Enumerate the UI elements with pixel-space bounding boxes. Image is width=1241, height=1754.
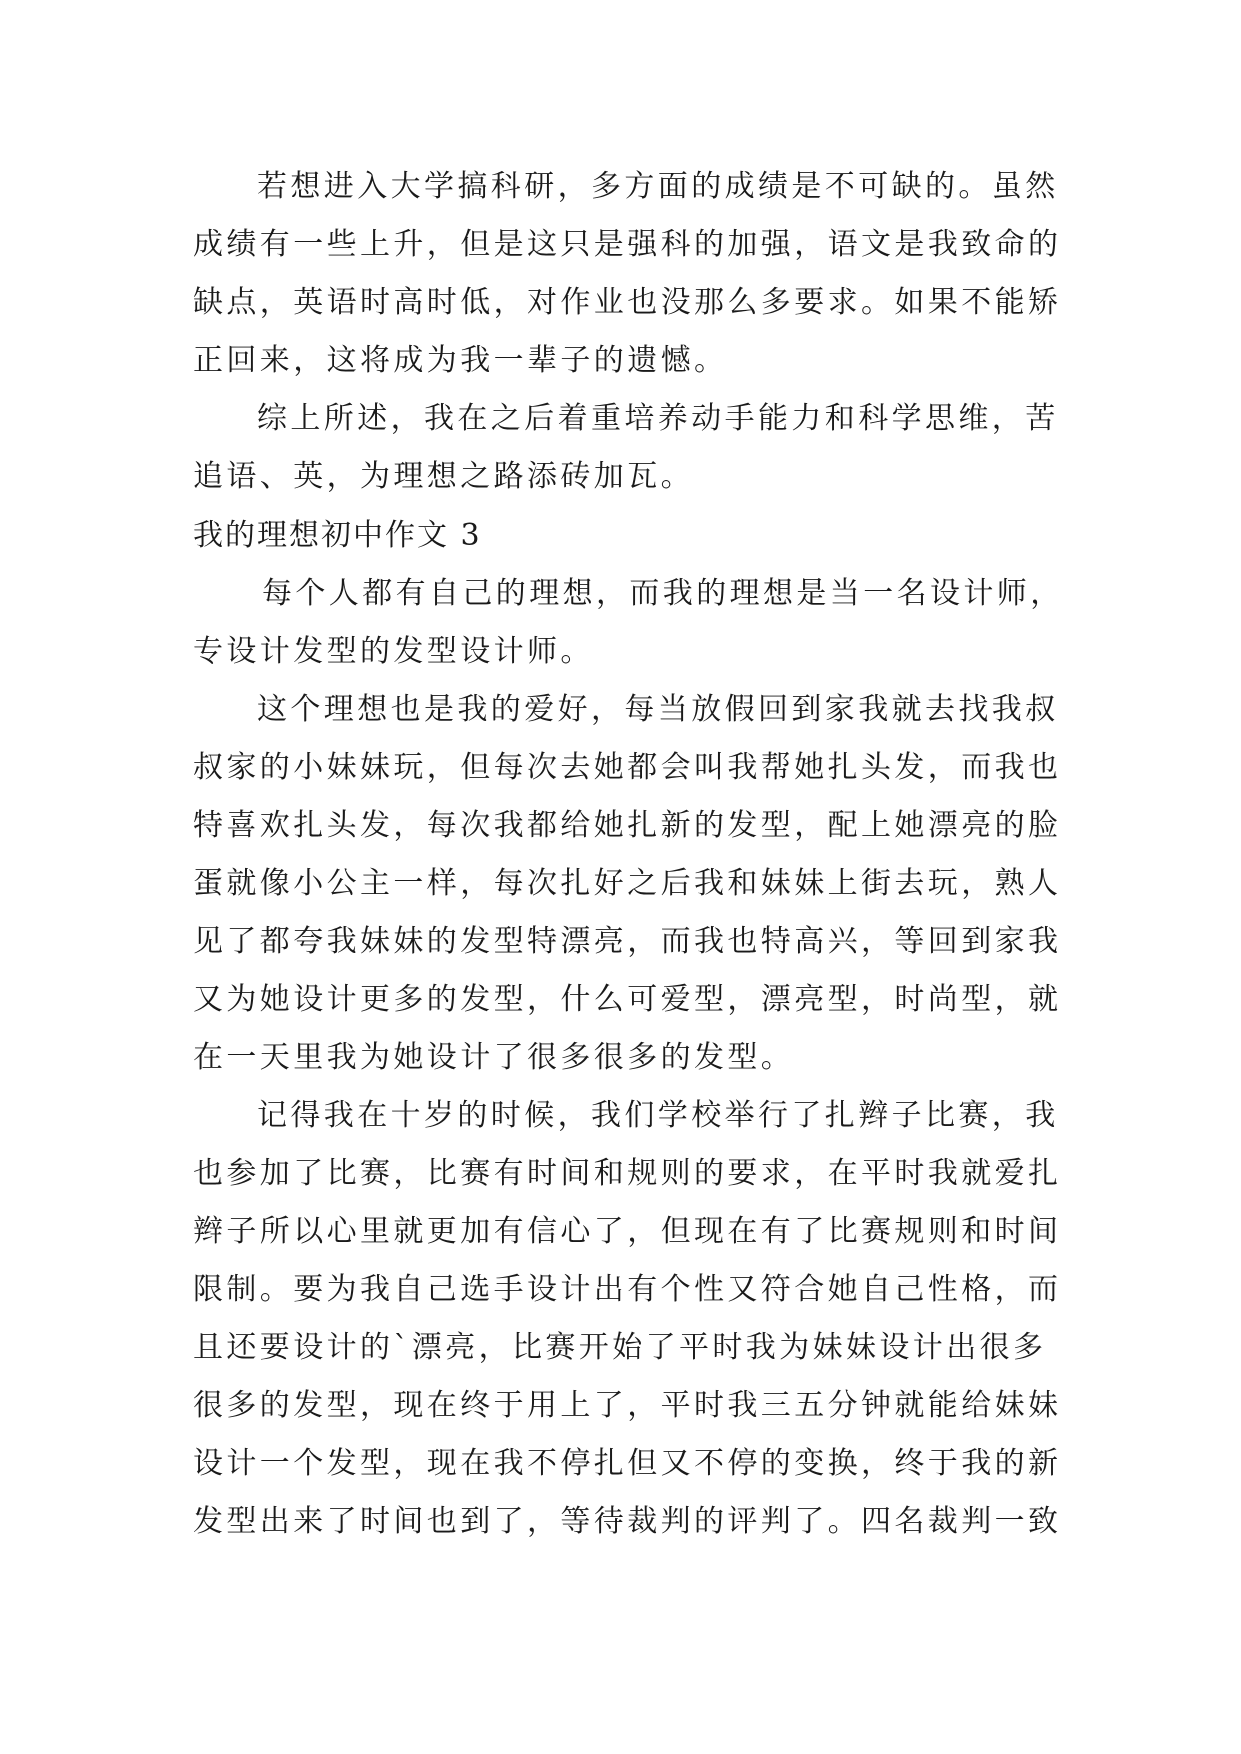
paragraph-line: 综上所述，我在之后着重培养动手能力和科学思维，苦 [257,401,1059,436]
paragraph-line: 很多的发型，现在终于用上了，平时我三五分钟就能给妹妹 [193,1388,1062,1423]
paragraph-line: 设计一个发型，现在我不停扎但又不停的变换，终于我的新 [193,1446,1062,1481]
paragraph-line: 辫子所以心里就更加有信心了，但现在有了比赛规则和时间 [193,1214,1062,1249]
paragraph-line: 记得我在十岁的时候，我们学校举行了扎辫子比赛，我 [257,1098,1059,1133]
paragraph-line: 若想进入大学搞科研，多方面的成绩是不可缺的。虽然 [257,169,1059,204]
paragraph-line: 见了都夸我妹妹的发型特漂亮，而我也特高兴，等回到家我 [193,924,1062,959]
paragraph-line: 专设计发型的发型设计师。 [193,634,594,669]
paragraph-line: 在一天里我为她设计了很多很多的发型。 [193,1040,795,1075]
paragraph-line: 缺点，英语时高时低，对作业也没那么多要求。如果不能矫 [193,285,1062,320]
paragraph-line: 正回来，这将成为我一辈子的遗憾。 [193,343,728,378]
paragraph-line: 成绩有一些上升，但是这只是强科的加强，语文是我致命的 [193,227,1062,262]
paragraph-line: 也参加了比赛，比赛有时间和规则的要求，在平时我就爱扎 [193,1156,1062,1191]
paragraph-line: 追语、英，为理想之路添砖加瓦。 [193,459,694,494]
paragraph-line: 限制。要为我自己选手设计出有个性又符合她自己性格，而 [193,1272,1062,1307]
paragraph-line: 且还要设计的`漂亮，比赛开始了平时我为妹妹设计出很多 [193,1330,1047,1365]
paragraph-line: 这个理想也是我的爱好，每当放假回到家我就去找我叔 [257,692,1059,727]
paragraph-line: 又为她设计更多的发型，什么可爱型，漂亮型，时尚型，就 [193,982,1062,1017]
paragraph-line: 叔家的小妹妹玩，但每次去她都会叫我帮她扎头发，而我也 [193,750,1062,785]
paragraph-line: 每个人都有自己的理想，而我的理想是当一名设计师， [262,576,1064,611]
paragraph-line: 特喜欢扎头发，每次我都给她扎新的发型，配上她漂亮的脸 [193,808,1062,843]
paragraph-line: 蛋就像小公主一样，每次扎好之后我和妹妹上街去玩，熟人 [193,866,1062,901]
paragraph-line: 发型出来了时间也到了，等待裁判的评判了。四名裁判一致 [193,1504,1062,1539]
section-heading: 我的理想初中作文 3 [193,518,482,553]
